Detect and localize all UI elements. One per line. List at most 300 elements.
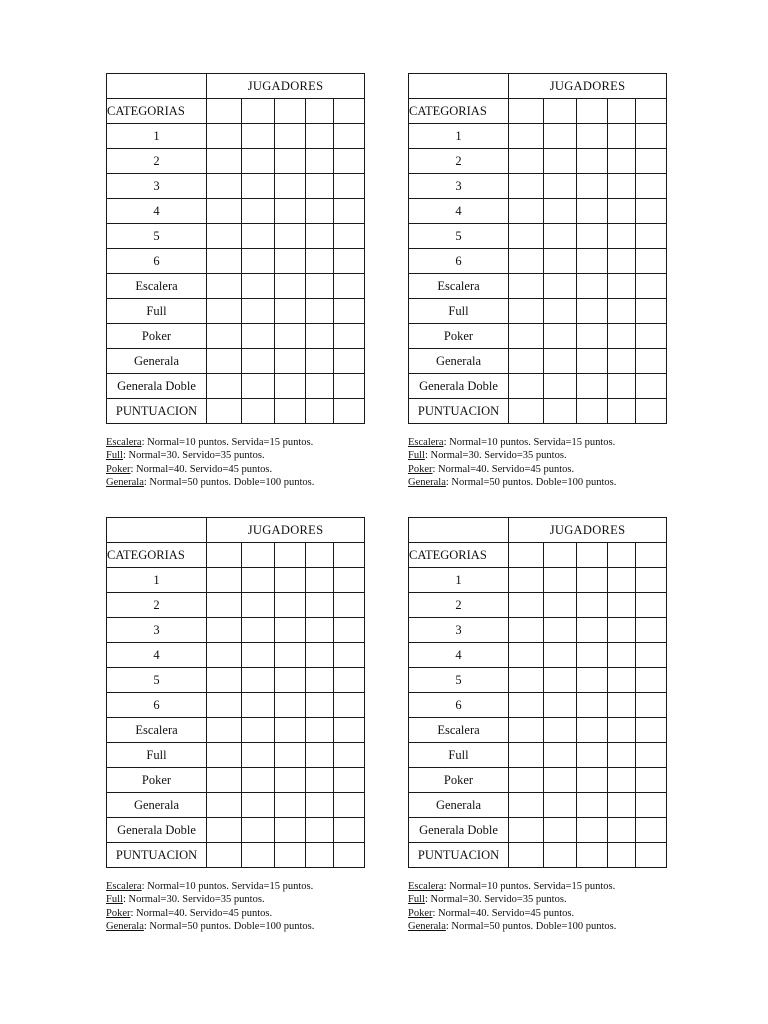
total-cell[interactable] xyxy=(544,399,577,424)
score-cell[interactable] xyxy=(577,324,608,349)
score-cell[interactable] xyxy=(577,274,608,299)
score-cell[interactable] xyxy=(334,274,365,299)
category-row xyxy=(107,743,365,768)
score-cell[interactable] xyxy=(577,618,608,643)
score-cell[interactable] xyxy=(544,374,577,399)
score-cell[interactable] xyxy=(608,299,636,324)
score-cell[interactable] xyxy=(509,668,544,693)
score-cell[interactable] xyxy=(636,768,667,793)
score-cell[interactable] xyxy=(275,299,306,324)
score-cell[interactable] xyxy=(509,643,544,668)
score-cell[interactable] xyxy=(275,199,306,224)
score-cell[interactable] xyxy=(544,593,577,618)
score-cell[interactable] xyxy=(544,743,577,768)
score-cell[interactable] xyxy=(334,593,365,618)
total-cell[interactable] xyxy=(207,399,242,424)
player-name-cell[interactable] xyxy=(306,543,334,568)
score-cell[interactable] xyxy=(636,374,667,399)
score-cell[interactable] xyxy=(509,199,544,224)
player-name-cell[interactable] xyxy=(275,99,306,124)
score-cell[interactable] xyxy=(636,349,667,374)
total-cell[interactable] xyxy=(334,843,365,868)
category-label: 5 xyxy=(409,668,509,693)
score-cell[interactable] xyxy=(509,618,544,643)
player-name-cell[interactable] xyxy=(544,543,577,568)
score-cell[interactable] xyxy=(334,149,365,174)
note-line xyxy=(408,893,666,906)
score-cell[interactable] xyxy=(636,743,667,768)
score-cell[interactable] xyxy=(306,818,334,843)
score-cell[interactable] xyxy=(207,199,242,224)
score-cell[interactable] xyxy=(242,743,275,768)
player-name-cell[interactable] xyxy=(544,99,577,124)
total-cell[interactable] xyxy=(608,399,636,424)
score-cell[interactable] xyxy=(275,818,306,843)
score-cell[interactable] xyxy=(636,793,667,818)
score-cell[interactable] xyxy=(577,299,608,324)
score-cell[interactable] xyxy=(306,149,334,174)
score-cell[interactable] xyxy=(242,718,275,743)
score-cell[interactable] xyxy=(275,124,306,149)
score-cell[interactable] xyxy=(334,743,365,768)
note-text: : Normal=10 puntos. Servida=15 puntos. xyxy=(443,881,616,892)
score-cell[interactable] xyxy=(242,374,275,399)
score-cell[interactable] xyxy=(544,718,577,743)
note-term: Poker xyxy=(106,463,131,475)
score-cell[interactable] xyxy=(207,818,242,843)
score-cell[interactable] xyxy=(544,224,577,249)
score-cell[interactable] xyxy=(608,593,636,618)
score-cell[interactable] xyxy=(275,718,306,743)
score-cell[interactable] xyxy=(636,224,667,249)
score-cell[interactable] xyxy=(207,174,242,199)
score-cell[interactable] xyxy=(306,593,334,618)
score-cell[interactable] xyxy=(608,818,636,843)
score-cell[interactable] xyxy=(275,249,306,274)
score-cell[interactable] xyxy=(577,668,608,693)
category-row xyxy=(409,768,667,793)
score-cell[interactable] xyxy=(334,324,365,349)
score-cell[interactable] xyxy=(636,618,667,643)
score-cell[interactable] xyxy=(608,174,636,199)
score-cell[interactable] xyxy=(636,668,667,693)
score-cell[interactable] xyxy=(544,668,577,693)
note-line xyxy=(408,907,666,920)
score-cell[interactable] xyxy=(306,249,334,274)
total-cell[interactable] xyxy=(242,843,275,868)
score-cell[interactable] xyxy=(608,249,636,274)
category-row xyxy=(409,793,667,818)
category-label: Poker xyxy=(107,324,207,349)
score-cell[interactable] xyxy=(334,568,365,593)
score-cell[interactable] xyxy=(544,693,577,718)
score-cell[interactable] xyxy=(207,593,242,618)
total-cell[interactable] xyxy=(636,399,667,424)
score-cell[interactable] xyxy=(306,568,334,593)
score-cell[interactable] xyxy=(608,324,636,349)
score-cell[interactable] xyxy=(608,199,636,224)
score-cell[interactable] xyxy=(577,768,608,793)
score-cell[interactable] xyxy=(509,718,544,743)
score-cell[interactable] xyxy=(207,349,242,374)
score-cell[interactable] xyxy=(242,618,275,643)
note-term: Escalera xyxy=(106,881,142,892)
score-cell[interactable] xyxy=(207,693,242,718)
player-name-cell[interactable] xyxy=(242,99,275,124)
score-cell[interactable] xyxy=(242,299,275,324)
score-cell[interactable] xyxy=(207,668,242,693)
score-cell[interactable] xyxy=(207,274,242,299)
score-cell[interactable] xyxy=(207,643,242,668)
score-cell[interactable] xyxy=(509,124,544,149)
score-cell[interactable] xyxy=(509,274,544,299)
player-name-cell[interactable] xyxy=(636,99,667,124)
note-term: Poker xyxy=(106,907,131,919)
score-cell[interactable] xyxy=(275,668,306,693)
score-cell[interactable] xyxy=(306,643,334,668)
total-cell[interactable] xyxy=(577,399,608,424)
score-cell[interactable] xyxy=(636,324,667,349)
score-cell[interactable] xyxy=(608,693,636,718)
score-cell[interactable] xyxy=(608,768,636,793)
scoring-notes xyxy=(408,880,666,934)
score-cell[interactable] xyxy=(636,593,667,618)
score-cell[interactable] xyxy=(334,349,365,374)
total-cell[interactable] xyxy=(306,843,334,868)
score-cell[interactable] xyxy=(608,793,636,818)
players-header: JUGADORES xyxy=(509,518,667,543)
score-cell[interactable] xyxy=(509,593,544,618)
score-cell[interactable] xyxy=(275,374,306,399)
score-cell[interactable] xyxy=(509,149,544,174)
score-cell[interactable] xyxy=(544,324,577,349)
score-cell[interactable] xyxy=(509,324,544,349)
player-name-cell[interactable] xyxy=(306,99,334,124)
score-cell[interactable] xyxy=(207,299,242,324)
category-label: 5 xyxy=(107,224,207,249)
score-cell[interactable] xyxy=(608,374,636,399)
score-cell[interactable] xyxy=(577,568,608,593)
score-cell[interactable] xyxy=(306,718,334,743)
score-cell[interactable] xyxy=(577,174,608,199)
total-cell[interactable] xyxy=(275,843,306,868)
score-cell[interactable] xyxy=(306,224,334,249)
score-cell[interactable] xyxy=(608,568,636,593)
score-cell[interactable] xyxy=(242,643,275,668)
score-cell[interactable] xyxy=(306,793,334,818)
score-cell[interactable] xyxy=(207,149,242,174)
player-name-cell[interactable] xyxy=(577,543,608,568)
score-cell[interactable] xyxy=(306,743,334,768)
score-cell[interactable] xyxy=(509,224,544,249)
score-cell[interactable] xyxy=(242,768,275,793)
score-cell[interactable] xyxy=(608,124,636,149)
score-cell[interactable] xyxy=(275,593,306,618)
score-cell[interactable] xyxy=(334,199,365,224)
score-cell[interactable] xyxy=(306,768,334,793)
score-cell[interactable] xyxy=(577,199,608,224)
score-cell[interactable] xyxy=(544,274,577,299)
score-cell[interactable] xyxy=(509,568,544,593)
score-cell[interactable] xyxy=(577,349,608,374)
player-name-cell[interactable] xyxy=(509,99,544,124)
score-cell[interactable] xyxy=(544,149,577,174)
score-cell[interactable] xyxy=(544,299,577,324)
total-cell[interactable] xyxy=(207,843,242,868)
score-cell[interactable] xyxy=(242,149,275,174)
score-cell[interactable] xyxy=(275,149,306,174)
corner-cell xyxy=(107,74,207,99)
score-cell[interactable] xyxy=(207,618,242,643)
score-cell[interactable] xyxy=(509,743,544,768)
score-cell[interactable] xyxy=(207,124,242,149)
score-cell[interactable] xyxy=(275,174,306,199)
score-cell[interactable] xyxy=(636,274,667,299)
score-cell[interactable] xyxy=(207,718,242,743)
score-cell[interactable] xyxy=(334,668,365,693)
player-name-cell[interactable] xyxy=(275,543,306,568)
category-row xyxy=(107,174,365,199)
score-cell[interactable] xyxy=(544,818,577,843)
score-cell[interactable] xyxy=(207,224,242,249)
score-cell[interactable] xyxy=(577,149,608,174)
score-cell[interactable] xyxy=(275,324,306,349)
score-cell[interactable] xyxy=(334,768,365,793)
category-label: Generala Doble xyxy=(107,374,207,399)
player-name-cell[interactable] xyxy=(334,99,365,124)
score-cell[interactable] xyxy=(544,349,577,374)
category-row xyxy=(409,718,667,743)
score-cell[interactable] xyxy=(544,174,577,199)
player-name-cell[interactable] xyxy=(509,543,544,568)
category-label: Full xyxy=(107,299,207,324)
score-cell[interactable] xyxy=(275,568,306,593)
score-cell[interactable] xyxy=(334,374,365,399)
score-cell[interactable] xyxy=(608,643,636,668)
score-cell[interactable] xyxy=(577,124,608,149)
player-name-cell[interactable] xyxy=(207,543,242,568)
score-cell[interactable] xyxy=(334,124,365,149)
score-cell[interactable] xyxy=(207,568,242,593)
score-cell[interactable] xyxy=(544,199,577,224)
score-cell[interactable] xyxy=(577,593,608,618)
score-cell[interactable] xyxy=(544,768,577,793)
score-cell[interactable] xyxy=(509,818,544,843)
score-cell[interactable] xyxy=(242,249,275,274)
score-cell[interactable] xyxy=(544,618,577,643)
score-cell[interactable] xyxy=(242,568,275,593)
score-cell[interactable] xyxy=(509,299,544,324)
score-cell[interactable] xyxy=(207,249,242,274)
score-cell[interactable] xyxy=(636,199,667,224)
total-cell[interactable] xyxy=(577,843,608,868)
note-text: : Normal=40. Servido=45 puntos. xyxy=(432,463,575,475)
score-cell[interactable] xyxy=(275,643,306,668)
score-cell[interactable] xyxy=(636,693,667,718)
score-cell[interactable] xyxy=(577,643,608,668)
score-cell[interactable] xyxy=(242,324,275,349)
score-cell[interactable] xyxy=(334,718,365,743)
score-cell[interactable] xyxy=(242,668,275,693)
score-cell[interactable] xyxy=(207,793,242,818)
total-cell[interactable] xyxy=(509,843,544,868)
score-cell[interactable] xyxy=(636,149,667,174)
score-cell[interactable] xyxy=(608,149,636,174)
score-cell[interactable] xyxy=(544,643,577,668)
score-cell[interactable] xyxy=(275,743,306,768)
score-cell[interactable] xyxy=(636,818,667,843)
score-cell[interactable] xyxy=(306,199,334,224)
score-cell[interactable] xyxy=(306,374,334,399)
score-cell[interactable] xyxy=(577,743,608,768)
category-label: Full xyxy=(107,743,207,768)
score-cell[interactable] xyxy=(242,174,275,199)
score-cell[interactable] xyxy=(509,693,544,718)
score-cell[interactable] xyxy=(242,274,275,299)
score-cell[interactable] xyxy=(207,374,242,399)
category-row xyxy=(107,124,365,149)
category-label: 6 xyxy=(409,249,509,274)
score-cell[interactable] xyxy=(636,718,667,743)
total-cell[interactable] xyxy=(242,399,275,424)
total-cell[interactable] xyxy=(275,399,306,424)
score-cell[interactable] xyxy=(275,274,306,299)
player-name-cell[interactable] xyxy=(608,99,636,124)
score-cell[interactable] xyxy=(509,249,544,274)
category-label: 6 xyxy=(107,249,207,274)
total-cell[interactable] xyxy=(306,399,334,424)
score-cell[interactable] xyxy=(242,793,275,818)
note-text: : Normal=30. Servido=35 puntos. xyxy=(424,894,567,906)
score-cell[interactable] xyxy=(242,224,275,249)
score-cell[interactable] xyxy=(577,224,608,249)
score-cell[interactable] xyxy=(306,349,334,374)
player-name-cell[interactable] xyxy=(207,99,242,124)
score-cell[interactable] xyxy=(636,299,667,324)
score-cell[interactable] xyxy=(275,693,306,718)
score-cell[interactable] xyxy=(509,793,544,818)
category-row xyxy=(107,149,365,174)
score-cell[interactable] xyxy=(636,124,667,149)
score-cell[interactable] xyxy=(544,793,577,818)
total-cell[interactable] xyxy=(608,843,636,868)
score-cell[interactable] xyxy=(636,249,667,274)
note-text: : Normal=50 puntos. Doble=100 puntos. xyxy=(445,921,617,933)
score-cell[interactable] xyxy=(275,768,306,793)
total-label: PUNTUACION xyxy=(107,399,207,424)
score-cell[interactable] xyxy=(636,568,667,593)
score-cell[interactable] xyxy=(608,224,636,249)
total-cell[interactable] xyxy=(509,399,544,424)
score-cell[interactable] xyxy=(275,349,306,374)
score-cell[interactable] xyxy=(334,174,365,199)
player-name-cell[interactable] xyxy=(242,543,275,568)
score-cell[interactable] xyxy=(577,693,608,718)
total-cell[interactable] xyxy=(334,399,365,424)
total-cell[interactable] xyxy=(636,843,667,868)
category-row xyxy=(107,374,365,399)
score-cell[interactable] xyxy=(577,793,608,818)
player-name-cell[interactable] xyxy=(608,543,636,568)
note-line xyxy=(408,436,666,449)
score-cell[interactable] xyxy=(306,274,334,299)
score-cell[interactable] xyxy=(544,568,577,593)
score-cell[interactable] xyxy=(306,324,334,349)
category-label: Generala Doble xyxy=(409,818,509,843)
score-cell[interactable] xyxy=(242,124,275,149)
note-term: Generala xyxy=(106,477,144,489)
category-row xyxy=(409,274,667,299)
score-cell[interactable] xyxy=(334,224,365,249)
category-row xyxy=(107,249,365,274)
score-cell[interactable] xyxy=(608,618,636,643)
score-cell[interactable] xyxy=(577,249,608,274)
score-cell[interactable] xyxy=(207,768,242,793)
total-row xyxy=(107,843,365,868)
score-cell[interactable] xyxy=(544,124,577,149)
score-cell[interactable] xyxy=(306,693,334,718)
total-cell[interactable] xyxy=(544,843,577,868)
score-cell[interactable] xyxy=(275,224,306,249)
score-cell[interactable] xyxy=(608,349,636,374)
score-cell[interactable] xyxy=(275,618,306,643)
score-cell[interactable] xyxy=(306,124,334,149)
score-cell[interactable] xyxy=(306,618,334,643)
score-cell[interactable] xyxy=(334,643,365,668)
player-name-cell[interactable] xyxy=(636,543,667,568)
score-cell[interactable] xyxy=(334,693,365,718)
score-cell[interactable] xyxy=(334,793,365,818)
score-cell[interactable] xyxy=(306,299,334,324)
score-cell[interactable] xyxy=(636,643,667,668)
score-cell[interactable] xyxy=(577,718,608,743)
score-cell[interactable] xyxy=(334,299,365,324)
note-line xyxy=(408,880,666,893)
score-cell[interactable] xyxy=(207,324,242,349)
score-cell[interactable] xyxy=(509,374,544,399)
score-cell[interactable] xyxy=(608,274,636,299)
score-cell[interactable] xyxy=(608,743,636,768)
header-row xyxy=(409,74,667,99)
score-cell[interactable] xyxy=(242,693,275,718)
score-cell[interactable] xyxy=(334,818,365,843)
player-name-cell[interactable] xyxy=(577,99,608,124)
category-row xyxy=(409,643,667,668)
score-cell[interactable] xyxy=(242,349,275,374)
score-cell[interactable] xyxy=(334,618,365,643)
player-name-cell[interactable] xyxy=(334,543,365,568)
score-cell[interactable] xyxy=(509,174,544,199)
score-cell[interactable] xyxy=(242,199,275,224)
score-cell[interactable] xyxy=(509,768,544,793)
score-cell[interactable] xyxy=(334,249,365,274)
score-cell[interactable] xyxy=(636,174,667,199)
score-cell[interactable] xyxy=(242,818,275,843)
score-cell[interactable] xyxy=(509,349,544,374)
corner-cell xyxy=(107,518,207,543)
score-cell[interactable] xyxy=(577,374,608,399)
score-cell[interactable] xyxy=(306,174,334,199)
score-cell[interactable] xyxy=(306,668,334,693)
score-cell[interactable] xyxy=(242,593,275,618)
note-text: : Normal=30. Servido=35 puntos. xyxy=(122,894,265,906)
score-cell[interactable] xyxy=(544,249,577,274)
score-cell[interactable] xyxy=(608,718,636,743)
score-cell[interactable] xyxy=(577,818,608,843)
score-cell[interactable] xyxy=(207,743,242,768)
score-cell[interactable] xyxy=(608,668,636,693)
score-cell[interactable] xyxy=(275,793,306,818)
